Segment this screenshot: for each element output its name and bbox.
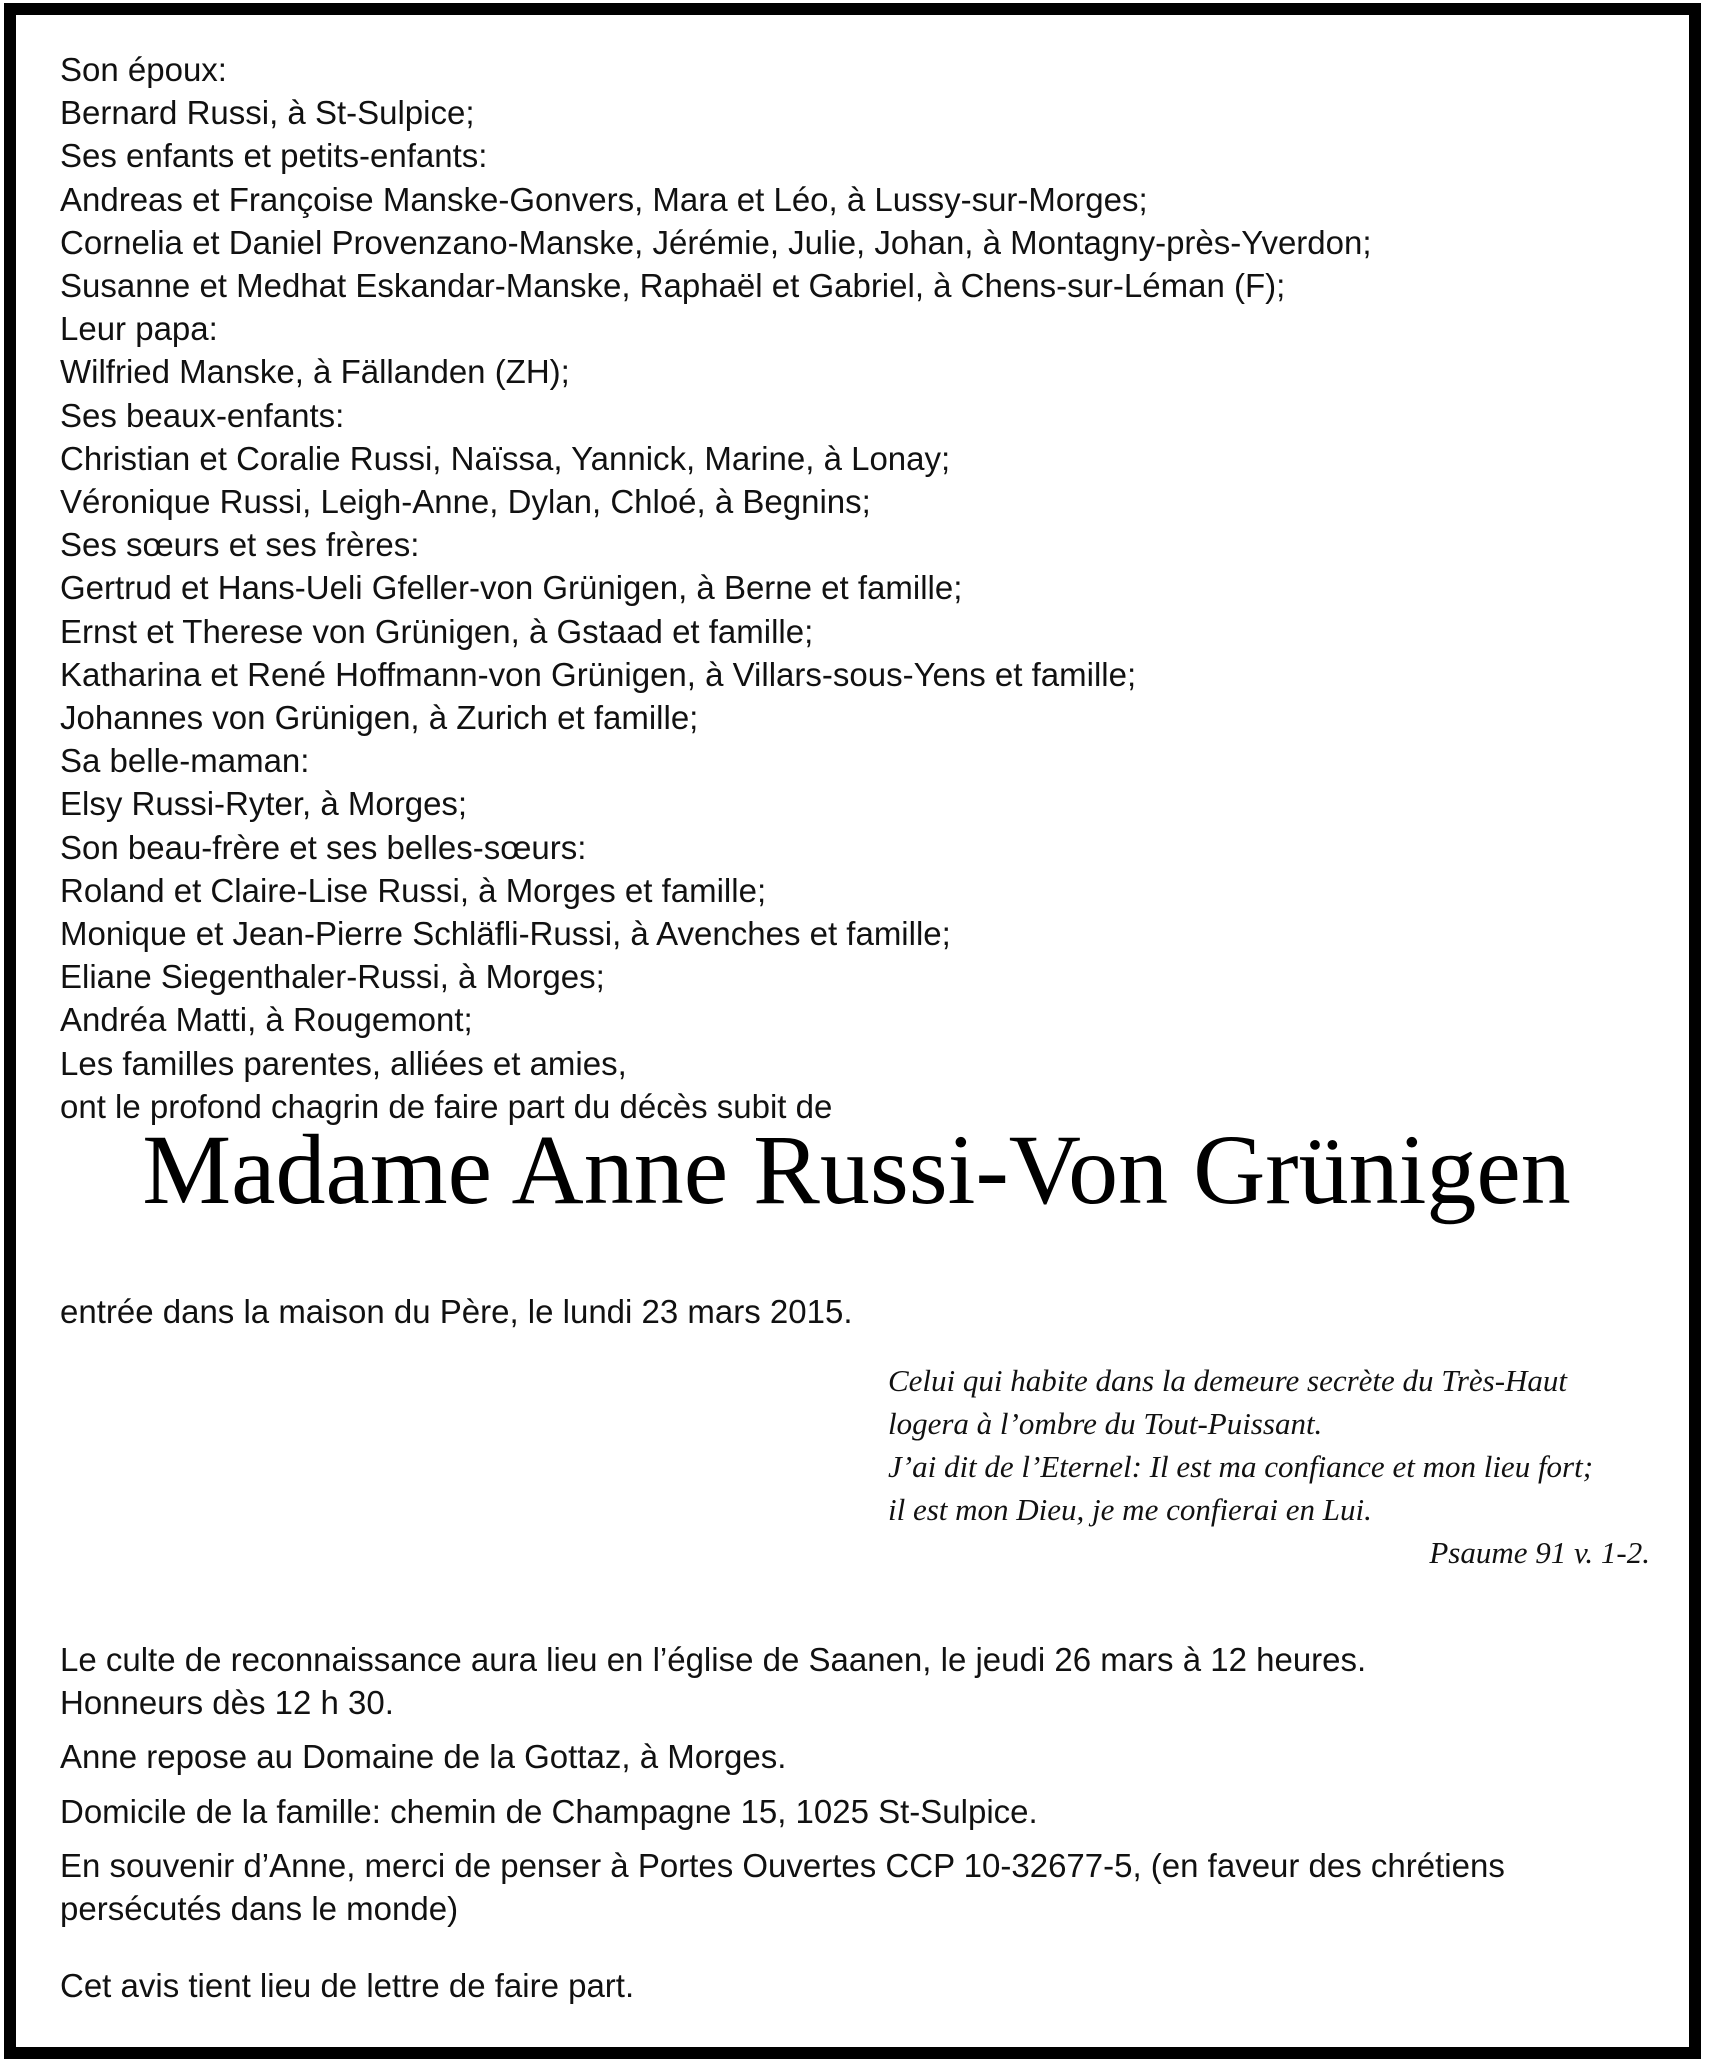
verse-line: J’ai dit de l’Eternel: Il est ma confiance et mon lieu fort; <box>888 1449 1594 1484</box>
verse-line: logera à l’ombre du Tout-Puissant. <box>888 1406 1323 1441</box>
family-line: Christian et Coralie Russi, Naïssa, Yannick, Marine, à Lonay; <box>60 439 951 477</box>
service-info: Le culte de reconnaissance aura lieu en l’église de Saanen, le jeudi 26 mars à 12 heures. <box>60 1641 1367 1678</box>
verse-line: Celui qui habite dans la demeure secrète du Très-Haut <box>888 1363 1568 1398</box>
family-line: Les familles parentes, alliées et amies, <box>60 1044 627 1082</box>
donation-note: En souvenir d’Anne, merci de penser à Portes Ouvertes CCP 10-32677-5, (en faveur des chrétiens persécutés dans le monde) <box>60 1846 1505 1928</box>
family-line: Johannes von Grünigen, à Zurich et famille; <box>60 699 699 737</box>
deceased-name: Madame Anne Russi-Von Grünigen <box>142 1114 1571 1225</box>
family-list <box>60 48 1660 1128</box>
family-line: Andréa Matti, à Rougemont; <box>60 1001 473 1039</box>
verse-line: il est mon Dieu, je me confierai en Lui. <box>888 1492 1372 1527</box>
family-line: Véronique Russi, Leigh-Anne, Dylan, Chloé, à Begnins; <box>60 483 871 521</box>
rest-location: Anne repose au Domaine de la Gottaz, à Morges. <box>60 1738 787 1776</box>
closing-note: Cet avis tient lieu de lettre de faire part. <box>60 1967 635 2005</box>
psalm-quote <box>888 1359 1650 1574</box>
family-line: Bernard Russi, à St-Sulpice; <box>60 94 475 132</box>
ceremony-details <box>60 1638 1660 2018</box>
family-line: Gertrud et Hans-Ueli Gfeller-von Grünigen, à Berne et famille; <box>60 569 963 607</box>
family-line: Susanne et Medhat Eskandar-Manske, Raphaël et Gabriel, à Chens-sur-Léman (F); <box>60 267 1286 305</box>
family-line: Cornelia et Daniel Provenzano-Manske, Jérémie, Julie, Johan, à Montagny-près-Yverdon; <box>60 223 1372 261</box>
family-line: Ses enfants et petits-enfants: <box>60 137 488 175</box>
verse-reference: Psaume 91 v. 1-2. <box>1429 1535 1650 1570</box>
family-line: Son époux: <box>60 51 227 88</box>
family-line: Ses sœurs et ses frères: <box>60 526 420 564</box>
family-line: Andreas et Françoise Manske-Gonvers, Mara et Léo, à Lussy-sur-Morges; <box>60 180 1148 218</box>
family-line: ont le profond chagrin de faire part du décès subit de <box>60 1087 833 1125</box>
family-line: Ses beaux-enfants: <box>60 396 345 434</box>
passing-statement: entrée dans la maison du Père, le lundi 23 mars 2015. <box>60 1293 853 1330</box>
family-line: Monique et Jean-Pierre Schläfli-Russi, à Avenches et famille; <box>60 915 951 953</box>
honours-info: Honneurs dès 12 h 30. <box>60 1684 394 1722</box>
family-line: Ernst et Therese von Grünigen, à Gstaad et famille; <box>60 612 814 650</box>
family-domicile: Domicile de la famille: chemin de Champagne 15, 1025 St-Sulpice. <box>60 1792 1038 1830</box>
family-line: Leur papa: <box>60 310 218 348</box>
family-line: Wilfried Manske, à Fällanden (ZH); <box>60 353 570 391</box>
family-line: Son beau-frère et ses belles-sœurs: <box>60 828 587 866</box>
family-line: Elsy Russi-Ryter, à Morges; <box>60 785 468 823</box>
family-line: Sa belle-maman: <box>60 742 310 780</box>
family-line: Eliane Siegenthaler-Russi, à Morges; <box>60 958 605 996</box>
family-line: Katharina et René Hoffmann-von Grünigen, à Villars-sous-Yens et famille; <box>60 655 1137 693</box>
family-line: Roland et Claire-Lise Russi, à Morges et famille; <box>60 871 767 909</box>
